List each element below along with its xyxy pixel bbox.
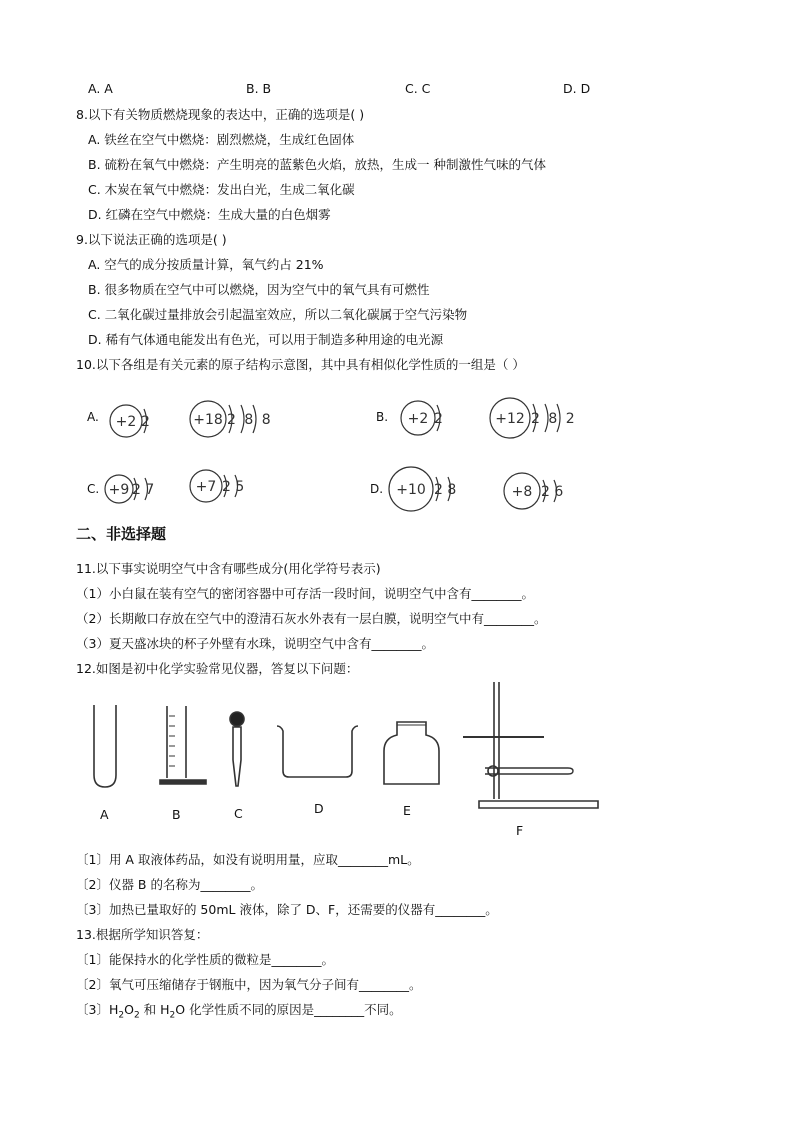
- q7-option-a: A. A: [88, 81, 113, 96]
- q12-item-2: 〔2〕仪器 B 的名称为________。: [76, 877, 263, 892]
- q10-label-c: C.: [87, 482, 100, 496]
- q10-stem: 10.以下各组是有关元素的原子结构示意图，其中具有相似化学性质的一组是（ ）: [76, 357, 525, 372]
- q7-option-c: C. C: [405, 81, 431, 96]
- apparatus-label-f: F: [516, 823, 524, 838]
- atom-a1-nucleus: +2: [115, 414, 137, 430]
- q8-stem: 8.以下有关物质燃烧现象的表达中，正确的选项是( ): [76, 107, 365, 122]
- q13-item-3: 〔3〕$H_2O_2$ 和 $H_2O$ 化学性质不同的原因是________不同。: [76, 1002, 402, 1021]
- apparatus-label-b: B: [172, 807, 181, 822]
- atom-c1-nucleus: +9: [108, 482, 130, 498]
- atom-d1-nucleus: +10: [396, 482, 426, 498]
- atom-a1-shells: 2: [141, 414, 150, 430]
- q11-item-3: （3）夏天盛冰块的杯子外壁有水珠，说明空气中含有________。: [76, 636, 434, 651]
- q13-stem: 13.根据所学知识答复：: [76, 927, 209, 942]
- beaker-icon: [277, 726, 358, 777]
- q8-option-d: D. 红磷在空气中燃烧：生成大量的白色烟雾: [88, 207, 331, 222]
- q9-option-a: A. 空气的成分按质量计算，氧气约占 21%: [88, 257, 324, 272]
- q9-option-d: D. 稀有气体通电能发出有色光，可以用于制造多种用途的电光源: [88, 332, 444, 347]
- iron-stand-icon: [463, 682, 598, 808]
- apparatus-label-d: D: [314, 801, 324, 816]
- q11-item-1: （1）小白鼠在装有空气的密闭容器中可存活一段时间，说明空气中含有________。: [76, 586, 534, 601]
- atom-a2-nucleus: +18: [193, 412, 223, 428]
- q12-item-1: 〔1〕用 A 取液体药品，如没有说明用量，应取________mL。: [76, 852, 420, 867]
- apparatus-label-e: E: [403, 803, 411, 818]
- q10-label-d: D.: [370, 482, 384, 496]
- q8-option-c: C. 木炭在氧气中燃烧：发出白光，生成二氧化碳: [88, 182, 355, 197]
- q12-stem: 12.如图是初中化学实验常见仪器，答复以下问题：: [76, 661, 359, 676]
- q9-option-b: B. 很多物质在空气中可以燃烧，因为空气中的氧气具有可燃性: [88, 282, 430, 297]
- atom-b1-shells: 2: [434, 411, 443, 427]
- q10-label-a: A.: [87, 410, 99, 424]
- q10-label-b: B.: [376, 410, 389, 424]
- q13-item-2: 〔2〕氧气可压缩储存于钢瓶中，因为氧气分子间有________。: [76, 977, 422, 992]
- q8-option-a: A. 铁丝在空气中燃烧：剧烈燃烧，生成红色固体: [88, 132, 355, 147]
- atom-d2-nucleus: +8: [511, 484, 533, 500]
- atom-b2-shells: 2 8 2: [531, 411, 577, 427]
- q7-option-b: B. B: [246, 81, 272, 96]
- atom-c2-shells: 2 5: [222, 479, 245, 495]
- atom-a2-shells: 2 8 8: [227, 412, 273, 428]
- atom-b2-nucleus: +12: [495, 411, 525, 427]
- apparatus-label-c: C: [234, 806, 243, 821]
- atom-c1-shells: 2 7: [132, 482, 155, 498]
- atom-d2-shells: 2 6: [541, 484, 564, 500]
- q13-item-1: 〔1〕能保持水的化学性质的微粒是________。: [76, 952, 334, 967]
- q12-item-3: 〔3〕加热已量取好的 50mL 液体，除了 D、F，还需要的仪器有________。: [76, 902, 498, 917]
- wide-mouth-bottle-icon: [384, 722, 439, 784]
- q9-stem: 9.以下说法正确的选项是( ): [76, 232, 227, 247]
- q9-option-c: C. 二氧化碳过量排放会引起温室效应，所以二氧化碳属于空气污染物: [88, 307, 468, 322]
- test-tube-icon: [94, 705, 116, 787]
- q7-option-d: D. D: [563, 81, 591, 96]
- graduated-cylinder-icon: [160, 706, 206, 784]
- q11-stem: 11.以下事实说明空气中含有哪些成分(用化学符号表示): [76, 561, 381, 576]
- q8-option-b: B. 硫粉在氧气中燃烧：产生明亮的蓝紫色火焰，放热，生成一 种制激性气味的气体: [88, 157, 546, 172]
- apparatus-label-a: A: [100, 807, 109, 822]
- q11-item-2: （2）长期敞口存放在空气中的澄清石灰水外表有一层白膜，说明空气中有________。: [76, 611, 547, 626]
- atom-d1-shells: 2 8: [434, 482, 457, 498]
- section-title: 二、非选择题: [76, 525, 167, 543]
- atom-c2-nucleus: +7: [195, 479, 217, 495]
- dropper-icon: [230, 712, 244, 786]
- atom-b1-nucleus: +2: [407, 411, 429, 427]
